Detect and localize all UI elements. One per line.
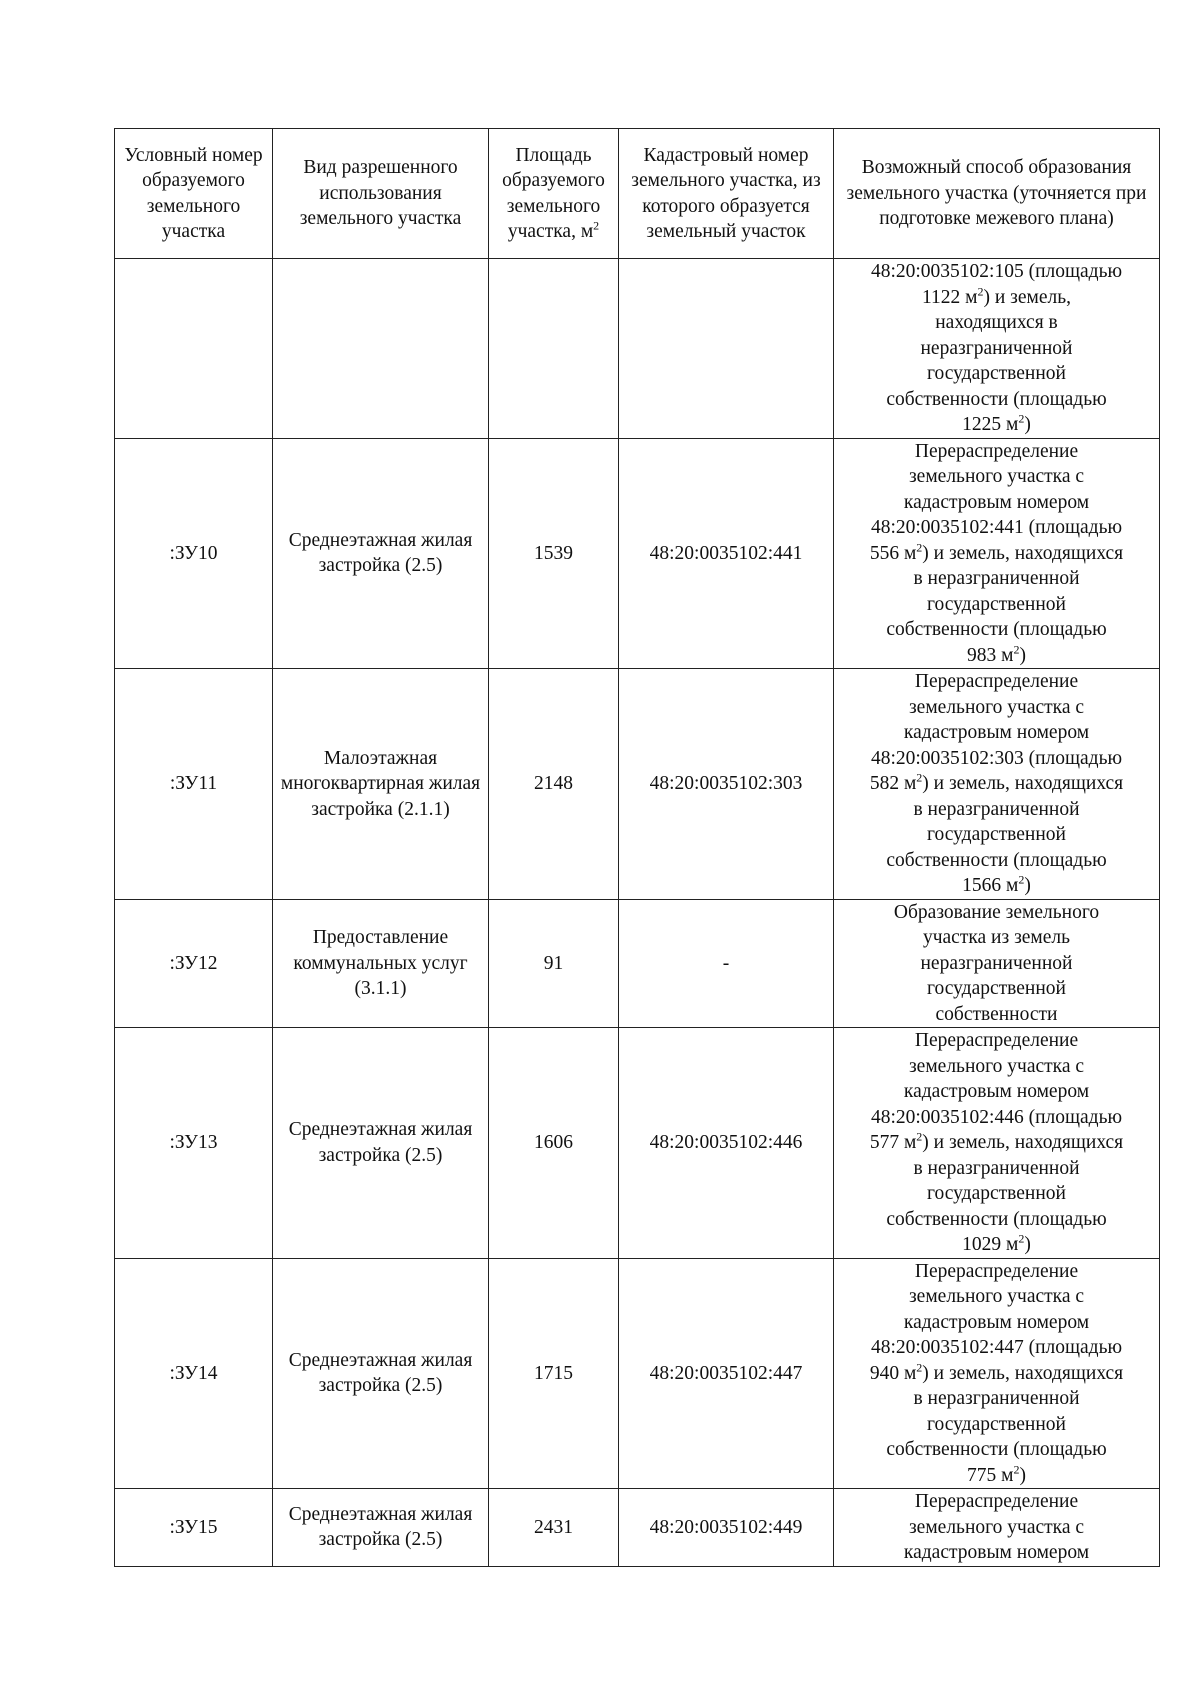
formation-method-line: государственной (927, 824, 1066, 845)
formation-method-line: находящихся в (935, 312, 1058, 333)
area-cell: 2148 (489, 669, 619, 900)
permitted-use-cell: Малоэтажная многоквартирная жилая застройка (2.1.1) (273, 669, 489, 900)
plot-number-cell: :ЗУ12 (115, 899, 273, 1028)
formation-method-cell (834, 1489, 1160, 1567)
cadastral-number-cell: 48:20:0035102:441 (619, 438, 834, 669)
cadastral-number-cell: 48:20:0035102:447 (619, 1258, 834, 1489)
formation-method-line: 582 $м^2$) и земель, находящихся (869, 770, 1124, 794)
formation-method-line: 1122 $м^2$) и земель, (921, 284, 1072, 308)
formation-method-line: неразграниченной (920, 337, 1073, 359)
area-cell: 2431 (489, 1489, 619, 1567)
cadastral-number-cell: 48:20:0035102:446 (619, 1028, 834, 1259)
area-cell (489, 259, 619, 439)
permitted-use-cell (273, 259, 489, 439)
formation-method-line: 556 $м^2$) и земель, находящихся (869, 540, 1124, 564)
formation-method-line: собственности (площадью (886, 1208, 1107, 1230)
formation-method-line: в неразграниченной (913, 1388, 1080, 1409)
formation-method-line: государственной (927, 363, 1066, 384)
formation-method-line: участка из земель (922, 927, 1071, 948)
area-cell: 1606 (489, 1028, 619, 1259)
formation-method-line: собственности (935, 1003, 1058, 1025)
permitted-use-cell: Среднеэтажная жилая застройка (2.5) (273, 1489, 489, 1567)
formation-method-line: кадастровым номером (903, 1311, 1090, 1333)
header-area (489, 129, 619, 259)
formation-method-line: земельного участка с (908, 466, 1085, 487)
table-row (115, 438, 1160, 669)
formation-method-line: Перераспределение (914, 1030, 1079, 1051)
formation-method-line: собственности (площадью (886, 388, 1107, 410)
formation-method-line: в неразграниченной (913, 568, 1080, 589)
formation-method-line: неразграниченной (920, 952, 1073, 974)
formation-method-line: 48:20:0035102:446 (площадью (870, 1106, 1123, 1128)
cadastral-number-cell: - (619, 899, 834, 1028)
area-cell: 1539 (489, 438, 619, 669)
formation-method-line: 1566 $м^2$) (962, 872, 1031, 896)
table-row (115, 669, 1160, 900)
formation-method-cell (834, 259, 1160, 439)
formation-method-line: кадастровым номером (903, 722, 1090, 743)
table-row (115, 1489, 1160, 1567)
table-body (115, 259, 1160, 1567)
formation-method-line: 940 $м^2$) и земель, находящихся (869, 1360, 1124, 1384)
plot-number-cell: :ЗУ11 (115, 669, 273, 900)
formation-method-line: 1225 $м^2$) (962, 411, 1031, 435)
formation-method-line: 48:20:0035102:441 (площадью (870, 517, 1123, 538)
formation-method-line: 1029 $м^2$) (962, 1231, 1031, 1255)
land-plots-table (114, 128, 1160, 1567)
formation-method-line: в неразграниченной (913, 1157, 1080, 1179)
formation-method-line: 775 $м^2$) (967, 1462, 1026, 1486)
formation-method-line: 48:20:0035102:447 (площадью (870, 1337, 1123, 1358)
formation-method-line: земельного участка с (908, 1286, 1085, 1307)
area-cell: 1715 (489, 1258, 619, 1489)
formation-method-line: Образование земельного (893, 901, 1100, 923)
formation-method-line: Перераспределение (914, 671, 1079, 692)
table-row (115, 1028, 1160, 1259)
formation-method-cell (834, 1028, 1160, 1259)
header-formation-method: Возможный способ образования земельного участка (уточняется при подготовке межевого плана) (834, 129, 1160, 259)
formation-method-line: государственной (927, 1183, 1066, 1204)
permitted-use-cell: Среднеэтажная жилая застройка (2.5) (273, 1258, 489, 1489)
area-cell: 91 (489, 899, 619, 1028)
header-plot-number: Условный номер образуемого земельного участка (115, 129, 273, 259)
formation-method-line: государственной (927, 978, 1066, 999)
plot-number-cell: :ЗУ10 (115, 438, 273, 669)
formation-method-line: государственной (927, 593, 1066, 615)
cadastral-number-cell: 48:20:0035102:303 (619, 669, 834, 900)
formation-method-line: кадастровым номером (903, 491, 1090, 513)
formation-method-line: 48:20:0035102:303 (площадью (870, 747, 1123, 769)
formation-method-line: земельного участка с (908, 1516, 1085, 1538)
formation-method-line: кадастровым номером (903, 1081, 1090, 1102)
permitted-use-cell: Среднеэтажная жилая застройка (2.5) (273, 1028, 489, 1259)
table-row (115, 259, 1160, 439)
formation-method-line: собственности (площадью (886, 1439, 1107, 1460)
formation-method-line: в неразграниченной (913, 798, 1080, 820)
formation-method-cell (834, 1258, 1160, 1489)
table-header-row (115, 129, 1160, 259)
formation-method-line: кадастровым номером (903, 1542, 1090, 1563)
plot-number-cell: :ЗУ14 (115, 1258, 273, 1489)
header-permitted-use: Вид разрешенного использования земельного участка (273, 129, 489, 259)
table-row (115, 899, 1160, 1028)
plot-number-cell: :ЗУ13 (115, 1028, 273, 1259)
cadastral-number-cell (619, 259, 834, 439)
formation-method-line: Перераспределение (914, 1491, 1079, 1512)
formation-method-cell (834, 899, 1160, 1028)
header-area-unit-sup: 2 (593, 218, 600, 233)
formation-method-line: государственной (927, 1413, 1066, 1435)
formation-method-line: собственности (площадью (886, 619, 1107, 640)
formation-method-line: земельного участка с (908, 1055, 1085, 1077)
plot-number-cell: :ЗУ15 (115, 1489, 273, 1567)
permitted-use-cell: Предоставление коммунальных услуг (3.1.1) (273, 899, 489, 1028)
cadastral-number-cell: 48:20:0035102:449 (619, 1489, 834, 1567)
header-area-text: Площадь образуемого земельного участка, м (502, 144, 605, 242)
formation-method-cell (834, 438, 1160, 669)
formation-method-line: Перераспределение (914, 440, 1079, 462)
formation-method-line: 983 $м^2$) (967, 642, 1026, 666)
permitted-use-cell: Среднеэтажная жилая застройка (2.5) (273, 438, 489, 669)
header-source-cadastral-number: Кадастровый номер земельного участка, из которого образуется земельный участок (619, 129, 834, 259)
formation-method-line: собственности (площадью (886, 849, 1107, 871)
formation-method-line: Перераспределение (914, 1260, 1079, 1282)
plot-number-cell (115, 259, 273, 439)
formation-method-line: 577 $м^2$) и земель, находящихся (869, 1129, 1124, 1153)
formation-method-cell (834, 669, 1160, 900)
table-row (115, 1258, 1160, 1489)
formation-method-line: земельного участка с (908, 696, 1085, 718)
formation-method-line: 48:20:0035102:105 (площадью (870, 261, 1123, 282)
